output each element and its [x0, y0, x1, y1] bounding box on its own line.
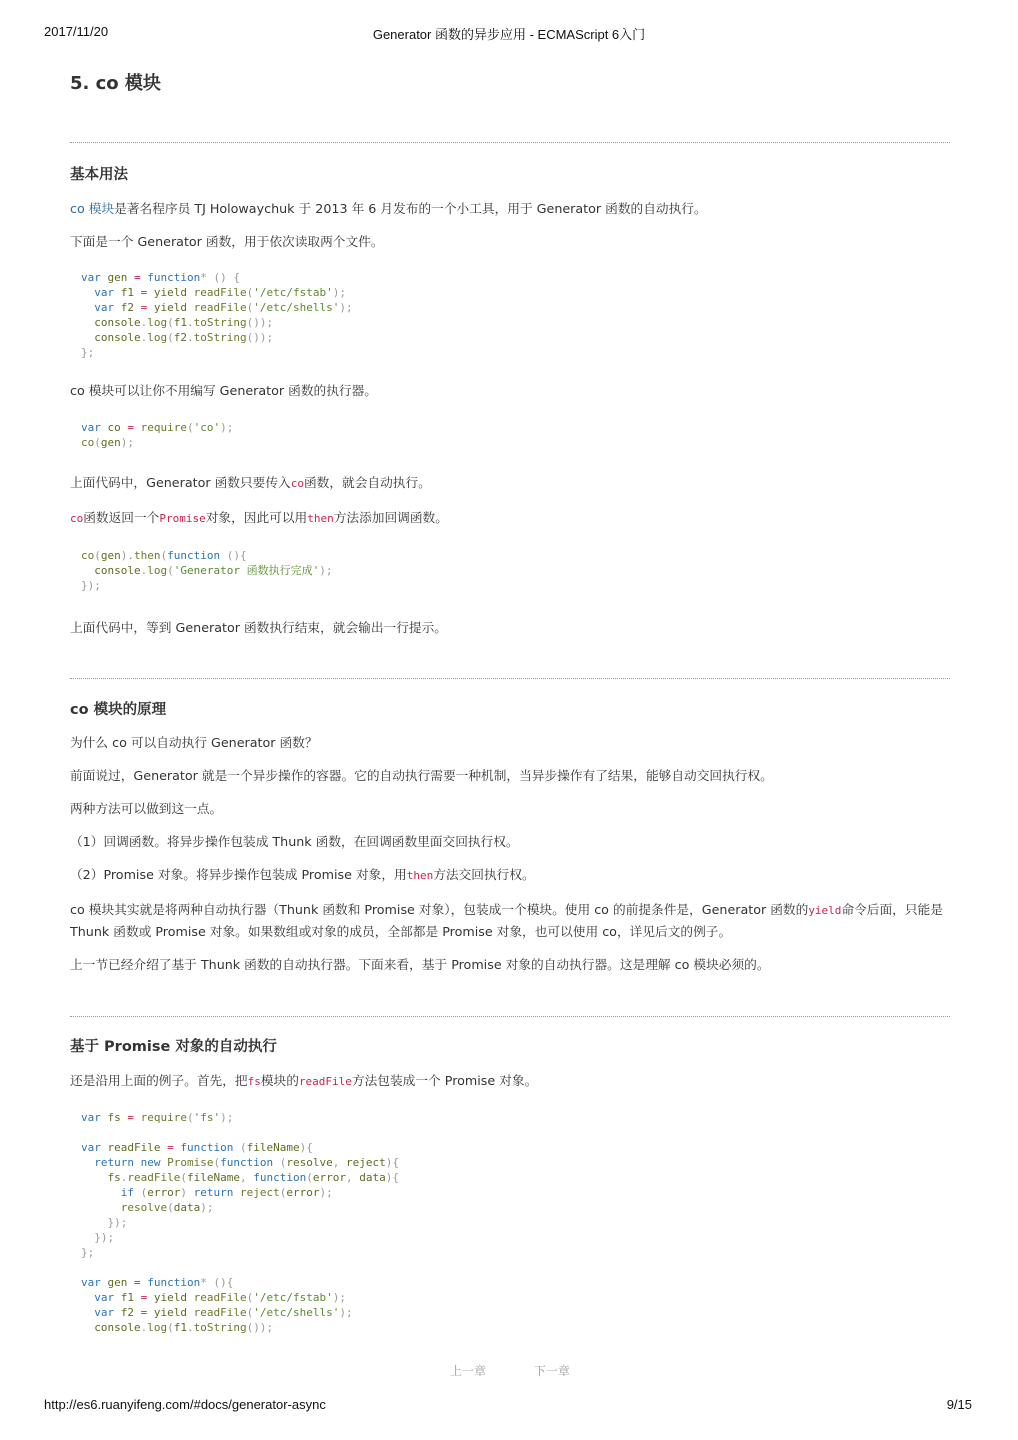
print-date: 2017/11/20 [44, 24, 109, 39]
paragraph: （1）回调函数。将异步操作包装成 Thunk 函数，在回调函数里面交回执行权。 [70, 834, 519, 849]
paragraph: 两种方法可以做到这一点。 [70, 801, 223, 816]
inline-code: yield [808, 904, 842, 917]
paragraph: 下面是一个 Generator 函数，用于依次读取两个文件。 [70, 234, 384, 249]
section-heading-promise: 基于 Promise 对象的自动执行 [70, 1039, 277, 1055]
code-block-gen: var gen = function* () { var f1 = yield readFile('/etc/fstab'); var f2 = yield readFile('/etc/shells'); console.log(f1.toString()); console.log(f2.toString()); }; [81, 271, 353, 359]
print-page-title: Generator 函数的异步应用 - ECMAScript 6入门 [372, 27, 646, 42]
chapter-nav [450, 1362, 614, 1379]
inline-code: Promise [159, 512, 206, 525]
prev-chapter-link[interactable]: 上一章 [450, 1364, 487, 1378]
inline-code: readFile [298, 1075, 352, 1088]
inline-code: fs [247, 1075, 261, 1088]
paragraph: 还是沿用上面的例子。首先，把fs模块的readFile方法包装成一个 Promise 对象。 [70, 1073, 538, 1088]
paragraph: 上一节已经介绍了基于 Thunk 函数的自动执行器。下面来看，基于 Promise 对象的自动执行器。这是理解 co 模块必须的。 [70, 957, 770, 972]
section-heading-basic: 基本用法 [70, 167, 128, 183]
paragraph: 上面代码中，Generator 函数只要传入co函数，就会自动执行。 [70, 475, 431, 490]
paragraph [70, 198, 950, 219]
inline-code: co [290, 477, 304, 490]
print-header [0, 24, 1018, 42]
inline-code: co [70, 512, 84, 525]
paragraph: （2）Promise 对象。将异步操作包装成 Promise 对象，用then方法交回执行权。 [70, 867, 535, 882]
code-block-promise: var fs = require('fs'); var readFile = function (fileName){ return new Promise(function (resolve, reject){ fs.readFile(fileName, function(error, data){ if (error) return reject(error); resolve(data); }); }); }; var gen = function* (){ var f1 = yield readFile('/etc/fstab'); var f2 = yield readFile('/etc/shells'); console.log(f1.toString()); [81, 1111, 399, 1334]
paragraph-text: 是著名程序员 TJ Holowaychuk 于 2013 年 6 月发布的一个小工具，用于 Generator 函数的自动执行。 [114, 201, 707, 216]
article-content [70, 64, 950, 1335]
inline-code: then [307, 512, 334, 525]
co-module-link[interactable]: co 模块 [70, 201, 115, 216]
print-footer [0, 1397, 1018, 1415]
paragraph: 前面说过，Generator 就是一个异步操作的容器。它的自动执行需要一种机制，当异步操作有了结果，能够自动交回执行权。 [70, 768, 773, 783]
paragraph: 上面代码中，等到 Generator 函数执行结束，就会输出一行提示。 [70, 620, 447, 635]
section-heading-principle: co 模块的原理 [70, 702, 167, 718]
print-page-number: 9/15 [946, 1397, 972, 1412]
paragraph: 为什么 co 可以自动执行 Generator 函数？ [70, 735, 318, 750]
inline-code: then [406, 869, 434, 882]
code-block-co: var co = require('co'); co(gen); [81, 421, 234, 449]
paragraph: co 模块其实就是将两种自动执行器（Thunk 函数和 Promise 对象），包装成一个模块。使用 co 的前提条件是，Generator 函数的yield命令后面，只能是 Thunk 函数或 Promise 对象。如果数组或对象的成员，全部都是 Promise 对象，也可以使用 co，详见后文的例子。 [70, 902, 943, 939]
next-chapter-link[interactable]: 下一章 [533, 1364, 570, 1378]
paragraph: co 模块可以让你不用编写 Generator 函数的执行器。 [70, 383, 377, 398]
code-block-then: co(gen).then(function (){ console.log('Generator 函数执行完成'); }); [81, 549, 333, 592]
paragraph: co函数返回一个Promise对象，因此可以用then方法添加回调函数。 [70, 510, 448, 525]
print-url: http://es6.ruanyifeng.com/#docs/generator-async [44, 1397, 326, 1412]
chapter-title: 5. co 模块 [70, 73, 161, 94]
